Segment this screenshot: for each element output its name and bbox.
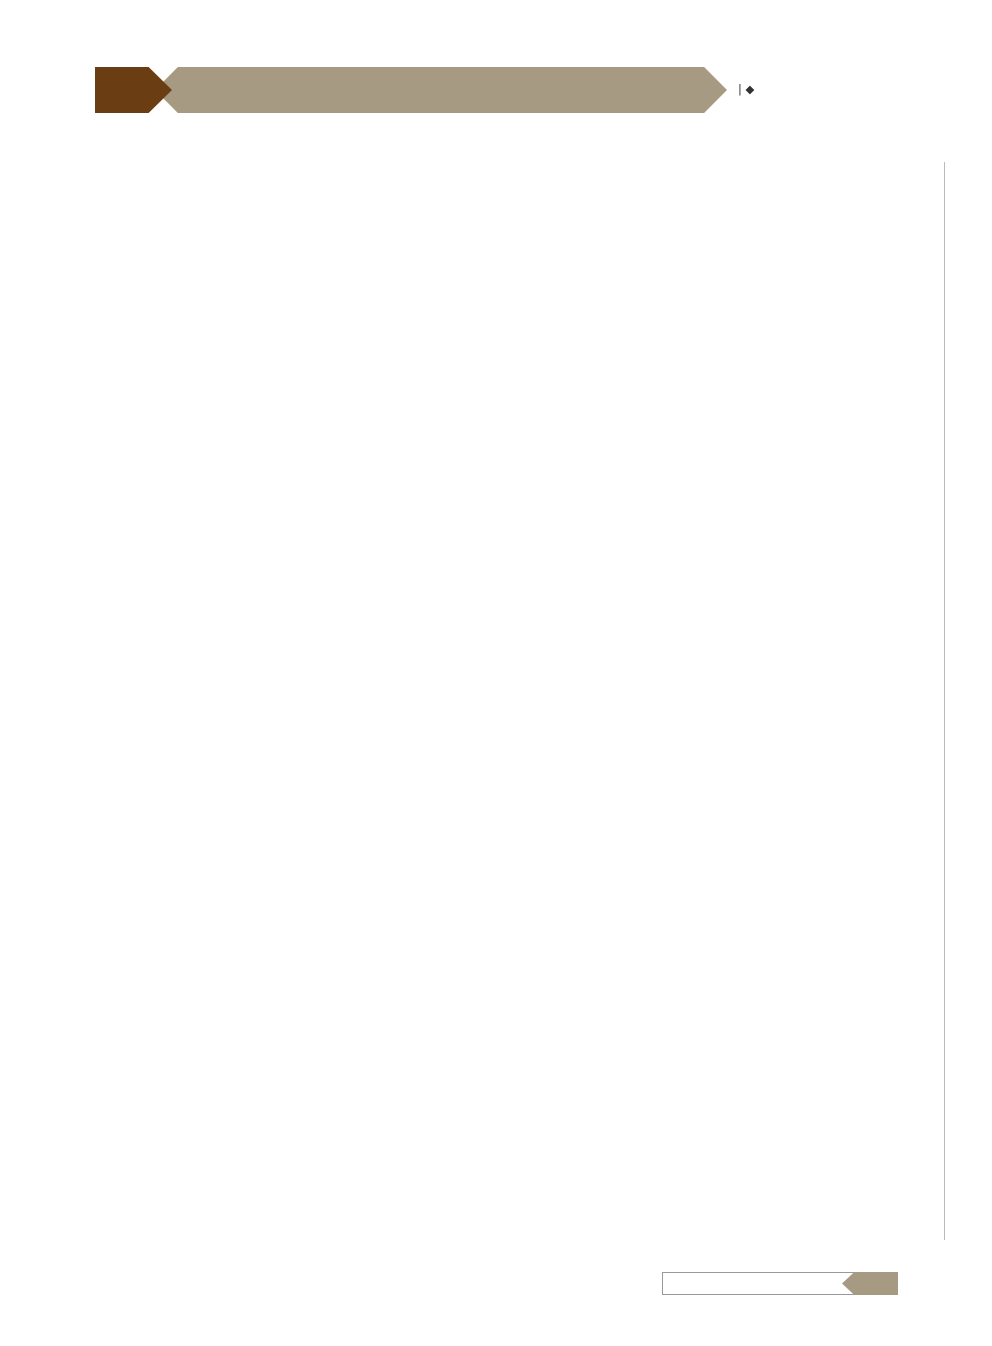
title-banner-arrow: [120, 67, 172, 113]
title-banner: [155, 67, 727, 113]
sidebar-edge: [944, 162, 945, 1240]
header-brand: | ◆: [738, 82, 755, 96]
diamond-icon: ◆: [745, 82, 755, 96]
